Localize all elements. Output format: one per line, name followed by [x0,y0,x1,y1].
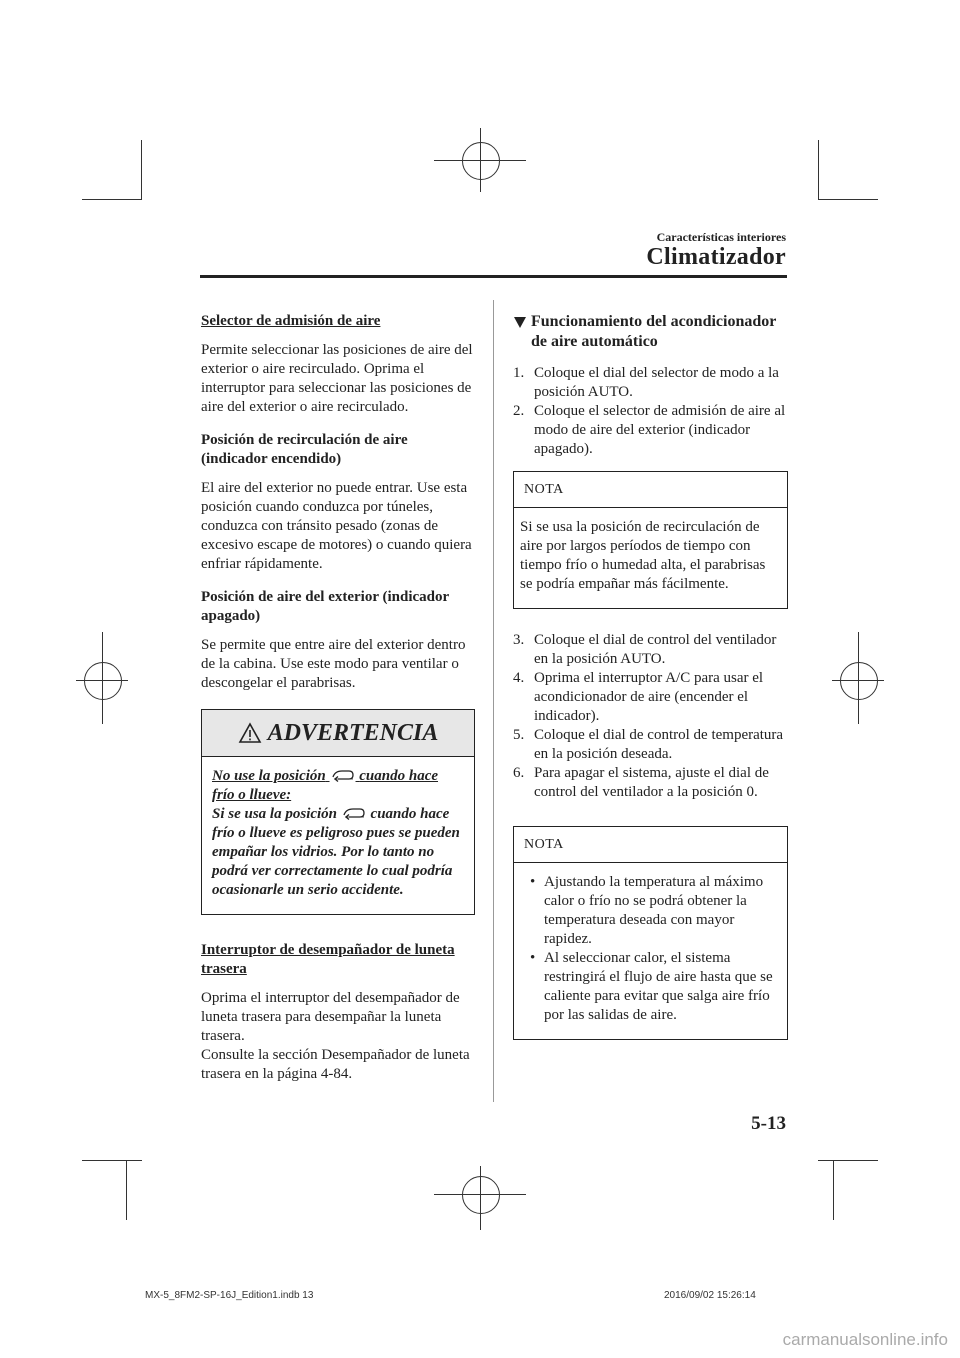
warning-line2-a: Si se usa la posición [212,806,338,822]
registration-mark [480,1166,481,1230]
footer-timestamp: 2016/09/02 15:26:14 [664,1290,756,1301]
step-number: 2. [513,403,525,419]
crop-mark [126,1160,127,1220]
defog-text2: Consulte la sección Desempañador de luneta trasera en la página 4-84. [201,1047,470,1082]
warning-title: ADVERTENCIA [267,719,439,746]
note-box [513,826,788,1040]
note-title: NOTA [514,472,787,508]
bullet-dot: • [530,950,536,966]
bullet-dot: • [530,874,536,890]
list-item [513,726,788,764]
warning-triangle-icon [238,722,262,744]
step-text: Para apagar el sistema, ajuste el dial de control del ventilador a la posición 0. [534,765,769,800]
step-text: Coloque el dial de control de temperatura en la posición deseada. [534,727,784,762]
registration-mark [462,142,500,180]
crop-mark [833,1160,834,1220]
warning-line2-b: cuando hace frío o llueve es peligroso pues se pueden empañar los vidrios. Por lo tanto no podrá ver correctamente lo cual podría ocasionarle un serio accidente. [212,806,460,898]
warning-line1-a: No use la posición [212,768,326,784]
list-item [513,669,788,726]
warning-line1-b: cuando hace frío o llueve: [212,768,439,803]
section-heading-text: Funcionamiento del acondicionador de aire automático [531,313,777,350]
crop-mark [818,1160,878,1161]
note-text: Si se usa la posición de recirculación de aire por largos períodos de tiempo con tiempo frío o humedad alta, el parabrisas se podría empañar más fácilmente. [520,519,766,592]
registration-mark [840,662,878,700]
page-number: 5-13 [751,1113,786,1134]
watermark: carmanualsonline.info [782,1330,948,1349]
bullet-text: Ajustando la temperatura al máximo calor o frío no se podrá obtener la temperatura deseada con mayor rapidez. [544,874,764,947]
recirculation-icon [341,806,367,820]
right-column [513,312,788,1062]
warning-box [201,709,475,915]
list-item [513,764,788,802]
intake-heading: Selector de admisión de aire [201,313,381,329]
step-text: Coloque el dial del selector de modo a la posición AUTO. [534,365,779,400]
list-item [520,949,781,1025]
note-box [513,471,788,609]
recirc-heading: Posición de recirculación de aire (indicador encendido) [201,432,408,467]
crop-mark [82,199,142,200]
outside-text: Se permite que entre aire del exterior dentro de la cabina. Use este modo para ventilar o descongelar el parabrisas. [201,637,466,691]
left-column [201,312,475,1084]
step-text: Coloque el selector de admisión de aire al modo de aire del exterior (indicador apagado). [534,403,786,457]
triangle-down-icon [513,315,527,329]
defog-heading: Interruptor de desempañador de luneta trasera [201,942,455,977]
warning-line2 [212,805,464,900]
recirculation-icon [330,768,356,782]
step-number: 1. [513,365,525,381]
registration-mark [102,632,103,724]
steps-list-a [513,364,788,459]
registration-mark [462,1176,500,1214]
registration-mark [858,632,859,724]
note-bullets [514,863,787,1039]
recirc-text: El aire del exterior no puede entrar. Use esta posición cuando conduzca por túneles, conduzca con tránsito pesado (zonas de excesivo escape de motores) o cuando quiera enfriar rápidamente. [201,480,472,572]
registration-mark [76,680,128,681]
intake-text: Permite seleccionar las posiciones de aire del exterior o aire recirculado. Oprima el interruptor para seleccionar las posiciones de aire del exterior o aire recirculado. [201,342,473,415]
step-number: 5. [513,727,525,743]
crop-mark [818,140,819,200]
section-heading [513,312,788,352]
warning-line1 [212,767,464,805]
step-text: Coloque el dial de control del ventilador en la posición AUTO. [534,632,777,667]
list-item [513,402,788,459]
step-number: 4. [513,670,525,686]
bullet-text: Al seleccionar calor, el sistema restringirá el flujo de aire hasta que se caliente para evitar que salga aire frío por las salidas de aire. [544,950,773,1023]
step-text: Oprima el interruptor A/C para usar el acondicionador de aire (encender el indicador). [534,670,764,724]
defog-text1: Oprima el interruptor del desempañador de luneta trasera para desempañar la luneta trasera. [201,990,460,1044]
crop-mark [818,199,878,200]
section-label: Características interiores [656,230,786,244]
registration-mark [434,1194,526,1195]
crop-mark [82,1160,142,1161]
page-title: Climatizador [646,244,786,270]
note-title: NOTA [514,827,787,863]
outside-heading: Posición de aire del exterior (indicador apagado) [201,589,449,624]
column-divider [493,300,494,1102]
list-item [513,364,788,402]
header-rule [200,275,787,278]
list-item [513,631,788,669]
step-number: 3. [513,632,525,648]
steps-list-b [513,631,788,802]
list-item [520,873,781,949]
footer-file: MX-5_8FM2-SP-16J_Edition1.indb 13 [145,1290,314,1301]
warning-header [202,710,474,757]
registration-mark [832,680,884,681]
registration-mark [434,160,526,161]
registration-mark [84,662,122,700]
warning-body [202,757,474,914]
step-number: 6. [513,765,525,781]
crop-mark [141,140,142,200]
